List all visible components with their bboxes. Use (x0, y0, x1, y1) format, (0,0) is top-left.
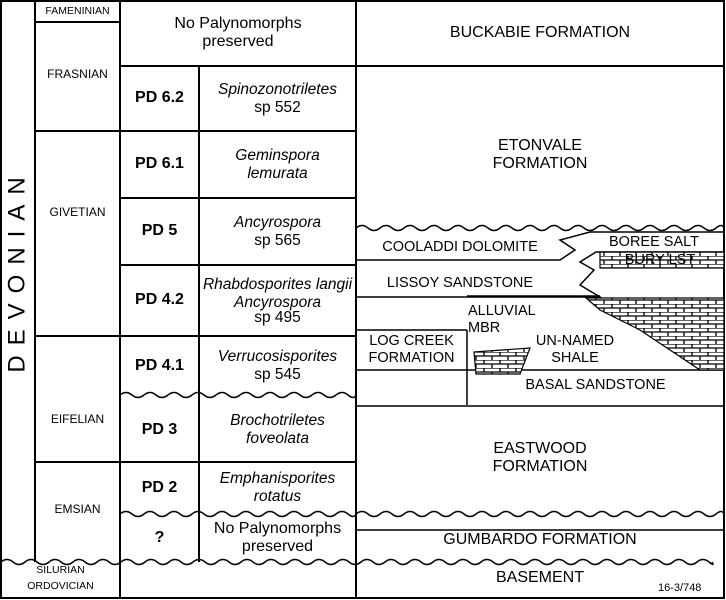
formation-bury: BURY LST (624, 251, 696, 268)
stage-silurian: SILURIAN (36, 563, 85, 576)
species-pd5: Ancyrospora sp 565 (233, 213, 321, 249)
formation-etonvale: ETONVALE FORMATION (492, 136, 588, 172)
zone-pd42: PD 4.2 (135, 291, 184, 309)
stage-eifelian: EIFELIAN (50, 412, 105, 427)
figure-reference: 16-3/748 (658, 582, 702, 594)
zone-pd61: PD 6.1 (135, 155, 184, 173)
no-palynomorphs-bottom: No Palynomorphs preserved (213, 520, 342, 555)
era-label: DEVONIAN (4, 167, 32, 373)
species-pd2: Emphanisporites rotatus (219, 470, 336, 505)
formation-log-creek: LOG CREEK FORMATION (368, 333, 455, 366)
zone-pd41: PD 4.1 (135, 356, 184, 374)
formation-cooladdi: COOLADDI DOLOMITE (382, 238, 538, 255)
formation-buckabie: BUCKABIE FORMATION (449, 24, 631, 42)
stage-emsian: EMSIAN (54, 502, 101, 517)
member-unnamed-shale: UN-NAMED SHALE (535, 333, 615, 366)
species-pd62: Spinozonotriletes sp 552 (218, 80, 337, 116)
stage-ordovician: ORDOVICIAN (27, 579, 94, 592)
zone-pd3: PD 3 (141, 420, 178, 438)
member-alluvial: ALLUVIAL MBR (468, 303, 536, 336)
zone-pd62: PD 6.2 (135, 89, 184, 107)
formation-gumbardo: GUMBARDO FORMATION (443, 530, 637, 548)
formation-lissoy: LISSOY SANDSTONE (386, 274, 534, 291)
zone-pd2: PD 2 (141, 478, 178, 496)
stage-famennian: FAMENINIAN (45, 5, 110, 18)
species-pd3: Brochotriletes foveolata (230, 412, 325, 447)
no-palynomorphs-top: No Palynomorphs preserved (174, 14, 302, 50)
stage-givetian: GIVETIAN (49, 205, 106, 220)
formation-basal-sandstone: BASAL SANDSTONE (525, 376, 666, 393)
formation-eastwood: EASTWOOD FORMATION (492, 439, 588, 475)
formation-boree: BOREE SALT (609, 233, 699, 250)
zone-pd5: PD 5 (141, 222, 178, 240)
species-pd61: Geminspora lemurata (235, 146, 320, 182)
basement: BASEMENT (495, 568, 584, 586)
species-pd41: Verrucosisporites sp 545 (217, 348, 338, 383)
stage-frasnian: FRASNIAN (47, 67, 108, 82)
zone-q: ? (154, 528, 165, 546)
species-pd42: Rhabdosporites langii Ancyrospora sp 495 (202, 276, 353, 326)
